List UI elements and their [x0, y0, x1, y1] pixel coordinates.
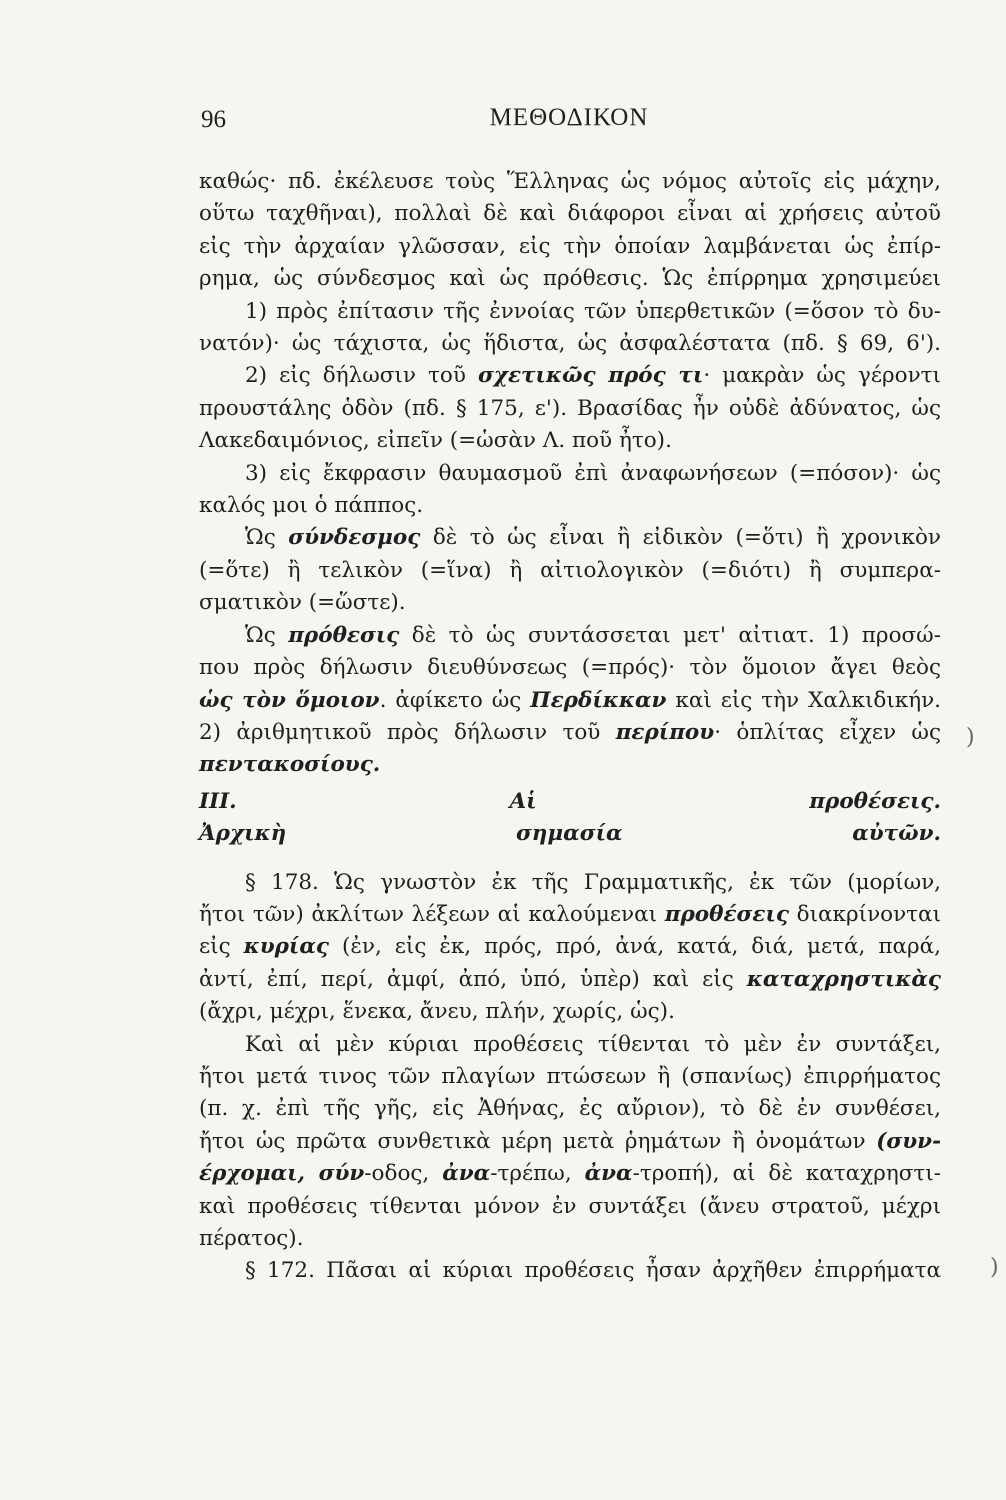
emphasis-run: προθέσεις — [664, 901, 789, 927]
text-line: οὕτω ταχθῆναι), πολλαὶ δὲ καὶ διάφοροι εἶναι αἱ χρήσεις αὐτοῦ — [199, 201, 941, 227]
emphasis-run: ὡς τὸν ὅμοιον — [199, 687, 380, 713]
text-line: (ἄχρι, μέχρι, ἕνεκα, ἄνευ, πλήν, χωρίς, ὡς). — [199, 999, 675, 1025]
text-line: Καὶ αἱ μὲν κύριαι προθέσεις τίθενται τὸ μὲν ἐν συντάξει, — [245, 1031, 941, 1057]
text-line — [199, 931, 941, 963]
emphasis-run: (συν- — [876, 1128, 941, 1154]
text-line: § 172. Πᾶσαι αἱ κύριαι προθέσεις ἦσαν ἀρχῆθεν ἐπιρρήματα — [245, 1258, 941, 1284]
text-line: 3) εἰς ἔκφρασιν θαυμασμοῦ ἐπὶ ἀναφωνήσεων (=πόσον)· ὡς — [245, 460, 941, 486]
text-run: -τρέπω, — [490, 1161, 585, 1187]
text-run: 2) ἀριθμητικοῦ πρὸς δήλωσιν τοῦ — [199, 719, 616, 745]
emphasis-run: κυρίας — [243, 934, 329, 960]
emphasis-run: έρχομαι, σύν — [199, 1161, 365, 1187]
text-line — [199, 685, 941, 717]
margin-mark: ) — [990, 1255, 999, 1280]
text-line: (=ὅτε) ἢ τελικὸν (=ἵνα) ἢ αἰτιολογικὸν (=διότι) ἢ συμπερα- — [199, 557, 941, 583]
margin-mark: ) — [966, 725, 975, 750]
emphasis-run: Περδίκκαν — [530, 687, 667, 713]
text-run: Ὡς — [245, 525, 289, 551]
text-run: (ἐν, εἰς ἐκ, πρός, πρό, ἀνά, κατά, διά, μετά, παρά, — [328, 934, 941, 960]
text-run: δὲ τὸ ὡς εἶναι ἢ εἰδικὸν (=ὅτι) ἢ χρονικὸν — [420, 525, 941, 551]
text-run: διακρίνονται — [788, 901, 941, 927]
text-run: ἤτοι ὡς πρῶτα συνθετικὰ μέρη μετὰ ῥημάτων ἢ ὀνομάτων — [199, 1128, 877, 1154]
text-line — [199, 522, 941, 554]
section-heading: ΙΙΙ. Αἱ προθέσεις. — [199, 788, 941, 814]
text-run: Ὡς — [245, 622, 289, 648]
page-body — [199, 166, 941, 1288]
running-title: ΜΕΘΟΔΙΚΟΝ — [489, 104, 649, 131]
text-line: ρημα, ὡς σύνδεσμος καὶ ὡς πρόθεσις. Ὡς ἐπίρρημα χρησιμεύει — [199, 266, 941, 292]
text-line — [199, 964, 941, 996]
text-line — [199, 899, 941, 931]
text-line: σματικὸν (=ὥστε). — [199, 590, 406, 616]
text-run: · μακρὰν ὡς γέροντι — [703, 363, 941, 389]
text-line — [199, 360, 941, 392]
text-line: εἰς τὴν ἀρχαίαν γλῶσσαν, εἰς τὴν ὁποίαν λαμβάνεται ὡς ἐπίρ- — [199, 233, 941, 259]
page-number: 96 — [201, 106, 226, 133]
emphasis-run: ἀνα — [584, 1161, 633, 1187]
text-line: Λακεδαιμόνιος, εἰπεῖν (=ὡσὰν Λ. ποῦ ἦτο). — [199, 428, 672, 454]
emphasis-run: σχετικῶς πρός τι — [477, 363, 704, 389]
text-line: προυστάλης ὁδὸν (πδ. § 175, ε'). Βρασίδας ἦν οὐδὲ ἀδύνατος, ὡς — [199, 395, 941, 421]
text-line: καὶ προθέσεις τίθενται μόνον ἐν συντάξει (ἄνευ στρατοῦ, μέχρι — [199, 1193, 941, 1219]
page-header — [199, 104, 939, 144]
text-run: -τροπή), αἱ δὲ καταχρηστι- — [632, 1161, 941, 1187]
text-line: § 178. Ὡς γνωστὸν ἐκ τῆς Γραμματικῆς, ἐκ τῶν (μορίων, — [245, 869, 941, 895]
section-subheading: Ἀρχικὴ σημασία αὐτῶν. — [199, 821, 941, 847]
text-line — [199, 717, 941, 749]
emphasis-run: σύνδεσμος — [288, 525, 421, 551]
emphasis-run: καταχρηστικὰς — [746, 966, 941, 992]
text-line: ἤτοι μετά τινος τῶν πλαγίων πτώσεων ἢ (σπανίως) ἐπιρρήματος — [199, 1063, 941, 1089]
emphasis-run: περίπου — [615, 719, 715, 745]
text-line: νατόν)· ὡς τάχιστα, ὡς ἥδιστα, ὡς ἀσφαλέστατα (πδ. § 69, 6'). — [199, 331, 941, 357]
text-line: καθώς· πδ. ἐκέλευσε τοὺς Ἕλληνας ὡς νόμος αὐτοῖς εἰς μάχην, — [199, 169, 941, 194]
text-line — [199, 1126, 941, 1158]
text-run: . ἀφίκετο ὡς — [379, 687, 531, 713]
emphasis-run: ἀνα — [442, 1161, 491, 1187]
text-run: καὶ εἰς τὴν Χαλκιδικήν. — [666, 687, 942, 713]
text-line: (π. χ. ἐπὶ τῆς γῆς, εἰς Ἀθήνας, ἐς αὔριον), τὸ δὲ ἐν συνθέσει, — [199, 1096, 941, 1122]
text-line: που πρὸς δήλωσιν διευθύνσεως (=πρός)· τὸν ὅμοιον ἄγει θεὸς — [199, 655, 941, 681]
text-run: 2) εἰς δήλωσιν τοῦ — [245, 363, 478, 389]
text-line: 1) πρὸς ἐπίτασιν τῆς ἐννοίας τῶν ὑπερθετικῶν (=ὅσον τὸ δυ- — [245, 298, 941, 324]
text-line: πεντακοσίους. — [199, 752, 381, 778]
text-run: · ὁπλίτας εἶχεν ὡς — [714, 719, 941, 745]
text-run: εἰς — [199, 934, 244, 960]
text-run: -οδος, — [364, 1161, 443, 1187]
text-line — [199, 1158, 941, 1190]
text-run: ἤτοι τῶν) ἀκλίτων λέξεων αἱ καλούμεναι — [199, 901, 665, 927]
text-run: δὲ τὸ ὡς συντάσσεται μετ' αἰτιατ. 1) προσώ- — [399, 622, 941, 648]
emphasis-run: πρόθεσις — [288, 622, 400, 648]
text-line: καλός μοι ὁ πάππος. — [199, 493, 424, 519]
text-line: πέρατος). — [199, 1226, 304, 1251]
text-run: ἀντί, ἐπί, περί, ἀμφί, ἀπό, ὑπό, ὑπὲρ) καὶ εἰς — [199, 966, 747, 992]
text-line — [199, 620, 941, 652]
